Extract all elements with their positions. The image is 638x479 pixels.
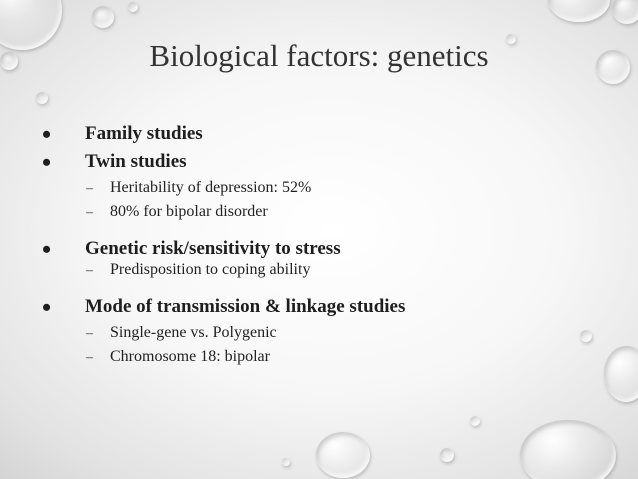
sub-bullet-item bbox=[42, 324, 602, 348]
water-drop-decoration bbox=[316, 432, 370, 478]
bullet-text: Mode of transmission & linkage studies bbox=[85, 296, 406, 317]
bullet-text: Twin studies bbox=[85, 151, 187, 172]
sub-bullet-text: Chromosome 18: bipolar bbox=[110, 348, 270, 365]
sub-bullet-text: Predisposition to coping ability bbox=[110, 261, 311, 278]
water-drop-decoration bbox=[548, 0, 610, 22]
bullet-text: Genetic risk/sensitivity to stress bbox=[85, 238, 341, 259]
dash-icon: – bbox=[86, 326, 93, 341]
bullet-item bbox=[42, 233, 602, 264]
bullet-text: Family studies bbox=[85, 123, 203, 144]
sub-bullet-item bbox=[42, 348, 602, 372]
water-drop-decoration bbox=[604, 346, 638, 402]
bullet-icon: • bbox=[42, 120, 52, 149]
water-drop-decoration bbox=[282, 458, 290, 466]
bullet-item bbox=[42, 291, 602, 322]
bullet-item bbox=[42, 118, 602, 149]
dash-icon: – bbox=[86, 350, 93, 365]
water-drop-decoration bbox=[92, 6, 114, 28]
slide-title: Biological factors: genetics bbox=[149, 38, 489, 73]
sub-bullet-item bbox=[42, 261, 602, 285]
bullet-icon: • bbox=[42, 293, 52, 322]
sub-bullet-item bbox=[42, 179, 602, 203]
sub-bullet-text: 80% for bipolar disorder bbox=[110, 203, 268, 220]
water-drop-decoration bbox=[520, 420, 616, 479]
sub-bullet-item bbox=[42, 203, 602, 227]
water-drop-decoration bbox=[440, 448, 454, 462]
water-drop-decoration bbox=[612, 0, 638, 24]
dash-icon: – bbox=[86, 205, 93, 220]
water-drop-decoration bbox=[470, 416, 480, 426]
water-drop-decoration bbox=[36, 92, 48, 104]
bullet-item bbox=[42, 146, 602, 177]
sub-bullet-text: Heritability of depression: 52% bbox=[110, 179, 312, 196]
dash-icon: – bbox=[86, 181, 93, 196]
bullet-list bbox=[42, 118, 602, 372]
sub-bullet-text: Single-gene vs. Polygenic bbox=[110, 324, 277, 341]
bullet-icon: • bbox=[42, 148, 52, 177]
dash-icon: – bbox=[86, 263, 93, 278]
bullet-icon: • bbox=[42, 235, 52, 264]
water-drop-decoration bbox=[128, 2, 138, 12]
